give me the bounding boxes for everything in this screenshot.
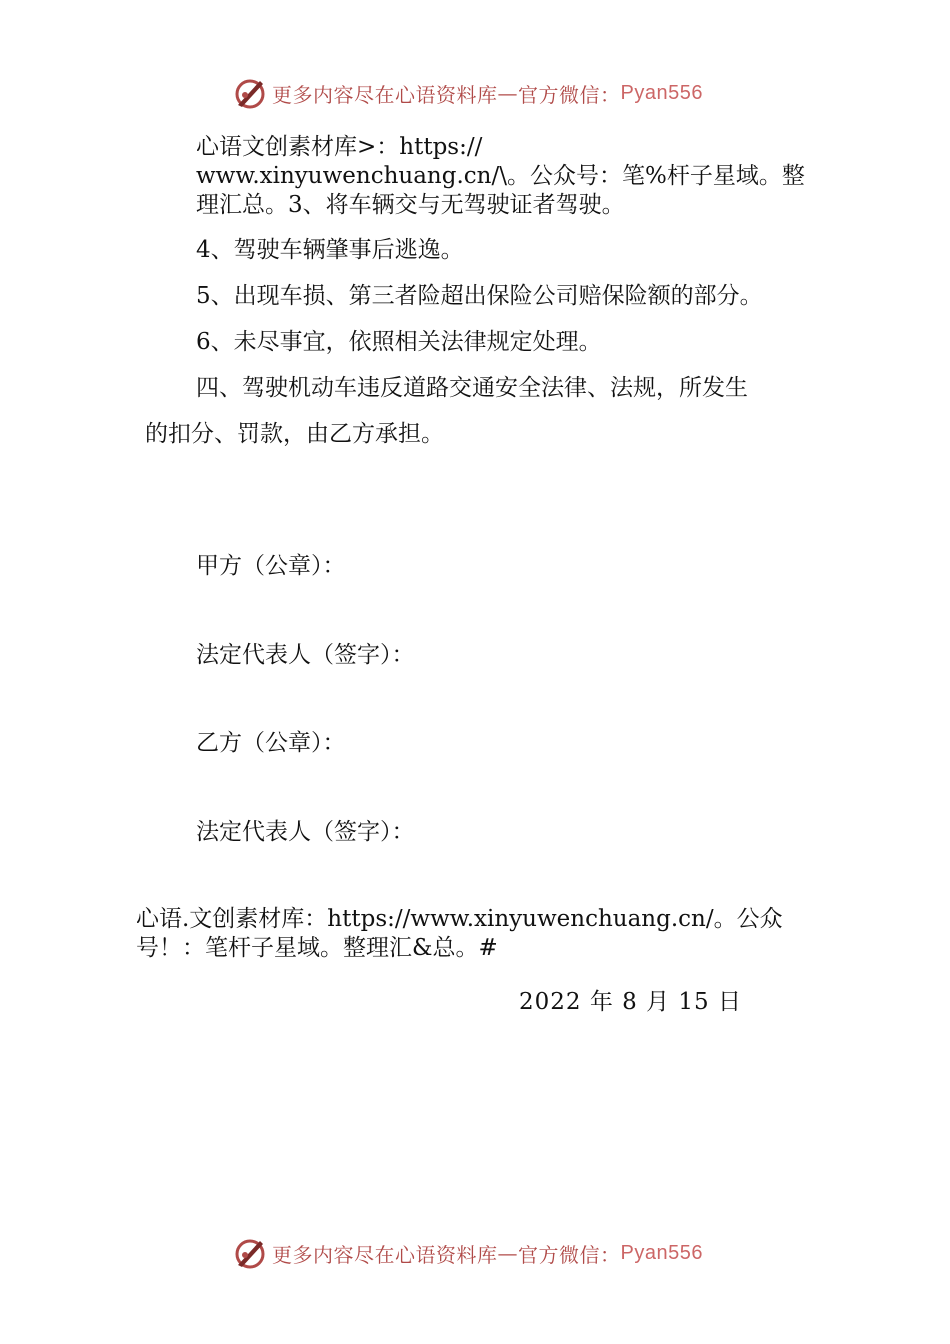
paragraph-item-5: 5、出现车损、第三者险超出保险公司赔保险额的部分。 <box>196 283 763 309</box>
party-b-representative-label: 法定代表人（签字）： <box>196 819 415 845</box>
header-banner <box>232 75 703 111</box>
paragraph-1-line-1: 心语文创素材库>：https:// <box>196 134 483 160</box>
footer-banner <box>232 1235 703 1271</box>
paragraph-section-4-line-2: 的扣分、罚款，由乙方承担。 <box>145 421 444 447</box>
footer-note-line-1: 心语.文创素材库：https://www.xinyuwenchuang.cn/。公众 <box>136 906 783 932</box>
header-wechat-id: Pyan556 <box>620 81 703 104</box>
footer-note-line-2: 号！：笔杆子星域。整理汇&总。# <box>136 935 498 961</box>
pen-logo-icon <box>232 1235 268 1271</box>
paragraph-section-4-line-1: 四、驾驶机动车违反道路交通安全法律、法规，所发生 <box>196 375 748 401</box>
paragraph-item-6: 6、未尽事宜，依照相关法律规定处理。 <box>196 329 602 355</box>
footer-wechat-id: Pyan556 <box>620 1241 703 1264</box>
header-banner-text: 更多内容尽在心语资料库 <box>272 82 498 107</box>
paragraph-item-4: 4、驾驶车辆肇事后逃逸。 <box>196 237 464 263</box>
paragraph-1-line-3: 理汇总。3、将车辆交与无驾驶证者驾驶。 <box>196 192 625 218</box>
party-b-seal-label: 乙方（公章）： <box>196 730 346 756</box>
paragraph-1-line-2: www.xinyuwenchuang.cn/\。公众号：笔%杆子星域。整 <box>196 163 805 189</box>
header-official-wechat: 官方微信： <box>518 82 621 107</box>
document-date: 2022 年 8 月 15 日 <box>519 989 742 1015</box>
pen-logo-icon <box>232 75 268 111</box>
footer-official-wechat: 官方微信： <box>518 1242 621 1267</box>
footer-banner-text: 更多内容尽在心语资料库 <box>272 1242 498 1267</box>
party-a-seal-label: 甲方（公章）： <box>196 553 346 579</box>
footer-dash: — <box>497 1241 518 1265</box>
header-dash: — <box>497 81 518 105</box>
party-a-representative-label: 法定代表人（签字）： <box>196 642 415 668</box>
